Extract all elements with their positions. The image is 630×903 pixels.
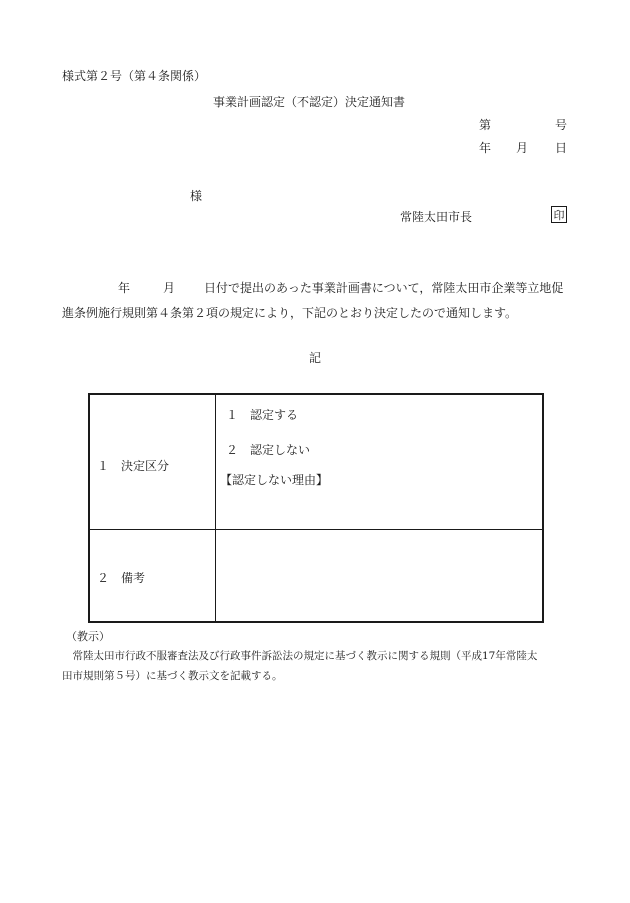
option-approve: １ 認定する xyxy=(226,408,299,422)
document-title: 事業計画認定（不認定）決定通知書 xyxy=(213,95,406,109)
notification-body xyxy=(62,276,572,326)
addressee-honorific: 様 xyxy=(190,189,203,203)
document-number-suffix: 号 xyxy=(555,118,568,132)
disapproval-reason-label: 【認定しない理由】 xyxy=(220,473,329,487)
body-line-2: 進条例施行規則第４条第２項の規定により，下記のとおり決定したので通知します。 xyxy=(62,306,518,320)
form-number: 様式第２号（第４条関係） xyxy=(62,69,207,83)
table-column-divider xyxy=(215,395,216,621)
body-year: 年 xyxy=(118,281,131,295)
body-line-1 xyxy=(62,276,572,301)
document-number-prefix: 第 xyxy=(479,118,492,132)
notice-line-2: 田市規則第５号）に基づく教示文を記載する。 xyxy=(62,670,283,682)
table-row-divider xyxy=(90,529,542,530)
body-line-1-text: 日付で提出のあった事業計画書について，常陸太田市企業等立地促 xyxy=(204,281,564,295)
option-disapprove: ２ 認定しない xyxy=(226,443,311,457)
date-year: 年 xyxy=(479,141,492,155)
notice-line-1: 常陸太田市行政不服審査法及び行政事件訴訟法の規定に基づく教示に関する規則（平成17年常陸太 xyxy=(72,650,538,662)
date-month: 月 xyxy=(516,141,529,155)
issuer-name: 常陸太田市長 xyxy=(400,210,473,224)
decision-table xyxy=(88,393,544,623)
seal-mark: 印 xyxy=(551,206,567,223)
remarks-label: ２ 備考 xyxy=(97,571,146,585)
decision-category-label: １ 決定区分 xyxy=(97,459,170,473)
notice-label: （教示） xyxy=(66,630,110,643)
notice-text xyxy=(62,646,572,686)
date-day: 日 xyxy=(555,141,568,155)
record-heading: 記 xyxy=(309,351,322,365)
body-month: 月 xyxy=(163,281,176,295)
